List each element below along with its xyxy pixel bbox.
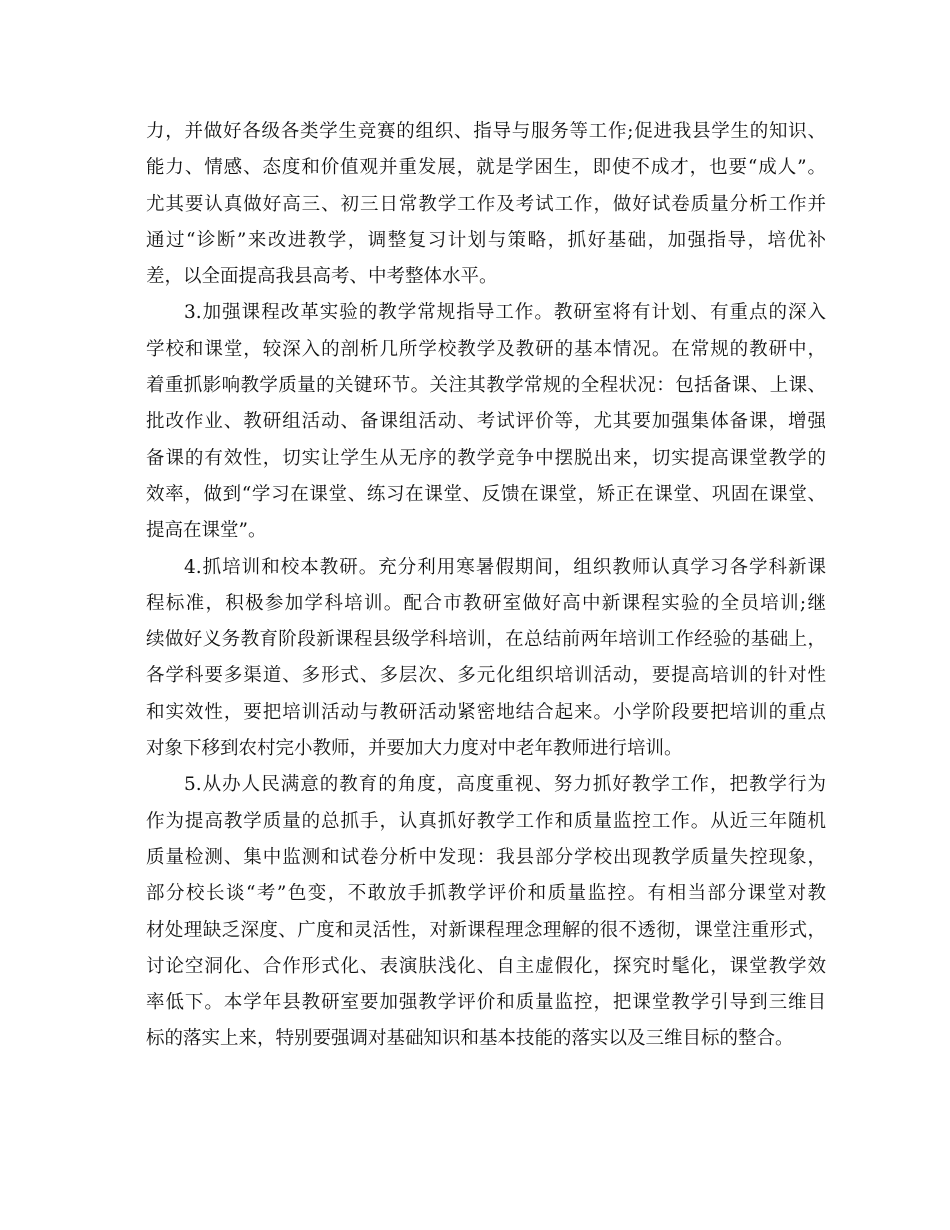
text-line: 力，并做好各级各类学生竞赛的组织、指导与服务等工作;促进我县学生的知识、 <box>146 121 826 142</box>
text-line: 差，以全面提高我县高考、中考整体水平。 <box>146 266 498 288</box>
text-line: 讨论空洞化、合作形式化、表演肤浅化、自主虚假化，探究时髦化，课堂教学效 <box>146 955 826 977</box>
text-line: 程标准，积极参加学科培训。配合市教研室做好高中新课程实验的全员培训;继 <box>146 592 826 614</box>
text-line: 续做好义务教育阶段新课程县级学科培训，在总结前两年培训工作经验的基础上， <box>146 629 826 651</box>
paragraph-3-first-line: 3.加强课程改革实验的教学常规指导工作。教研室将有计划、有重点的深入 <box>184 302 826 324</box>
text-line: 质量检测、集中监测和试卷分析中发现：我县部分学校出现教学质量失控现象， <box>146 846 826 868</box>
text-line: 各学科要多渠道、多形式、多层次、多元化组织培训活动，要提高培训的针对性 <box>146 665 826 687</box>
text-line: 标的落实上来，特别要强调对基础知识和基本技能的落实以及三维目标的整合。 <box>146 1028 794 1050</box>
text-line: 着重抓影响教学质量的关键环节。关注其教学常规的全程状况：包括备课、上课、 <box>146 375 826 397</box>
document-body <box>146 114 826 1058</box>
text-line: 和实效性，要把培训活动与教研活动紧密地结合起来。小学阶段要把培训的重点 <box>146 701 826 723</box>
text-line: 效率，做到“学习在课堂、练习在课堂、反馈在课堂，矫正在课堂、巩固在课堂、 <box>146 483 826 505</box>
text-line: 提高在课堂”。 <box>146 520 267 542</box>
text-line: 通过“诊断”来改进教学，调整复习计划与策略，抓好基础，加强指导，培优补 <box>146 229 826 251</box>
text-line: 部分校长谈“考”色变，不敢放手抓教学评价和质量监控。有相当部分课堂对教 <box>146 883 826 905</box>
text-line: 批改作业、教研组活动、备课组活动、考试评价等，尤其要加强集体备课，增强 <box>146 411 826 433</box>
text-line: 率低下。本学年县教研室要加强教学评价和质量监控，把课堂教学引导到三维目 <box>146 992 826 1014</box>
paragraph-4-first-line: 4.抓培训和校本教研。充分利用寒暑假期间，组织教师认真学习各学科新课 <box>184 556 826 578</box>
paragraph-5-first-line: 5.从办人民满意的教育的角度，高度重视、努力抓好教学工作，把教学行为 <box>184 774 826 796</box>
text-line: 学校和课堂，较深入的剖析几所学校教学及教研的基本情况。在常规的教研中， <box>146 338 826 360</box>
text-line: 作为提高教学质量的总抓手，认真抓好教学工作和质量监控工作。从近三年随机 <box>146 810 826 832</box>
text-line: 尤其要认真做好高三、初三日常教学工作及考试工作，做好试卷质量分析工作并 <box>146 193 826 215</box>
text-line: 对象下移到农村完小教师，并要加大力度对中老年教师进行培训。 <box>146 738 683 760</box>
text-line: 材处理缺乏深度、广度和灵活性，对新课程理念理解的很不透彻，课堂注重形式， <box>146 919 826 941</box>
text-line: 备课的有效性，切实让学生从无序的教学竞争中摆脱出来，切实提高课堂教学的 <box>146 447 826 469</box>
text-line: 能力、情感、态度和价值观并重发展，就是学困生，即使不成才，也要“成人”。 <box>146 157 826 179</box>
